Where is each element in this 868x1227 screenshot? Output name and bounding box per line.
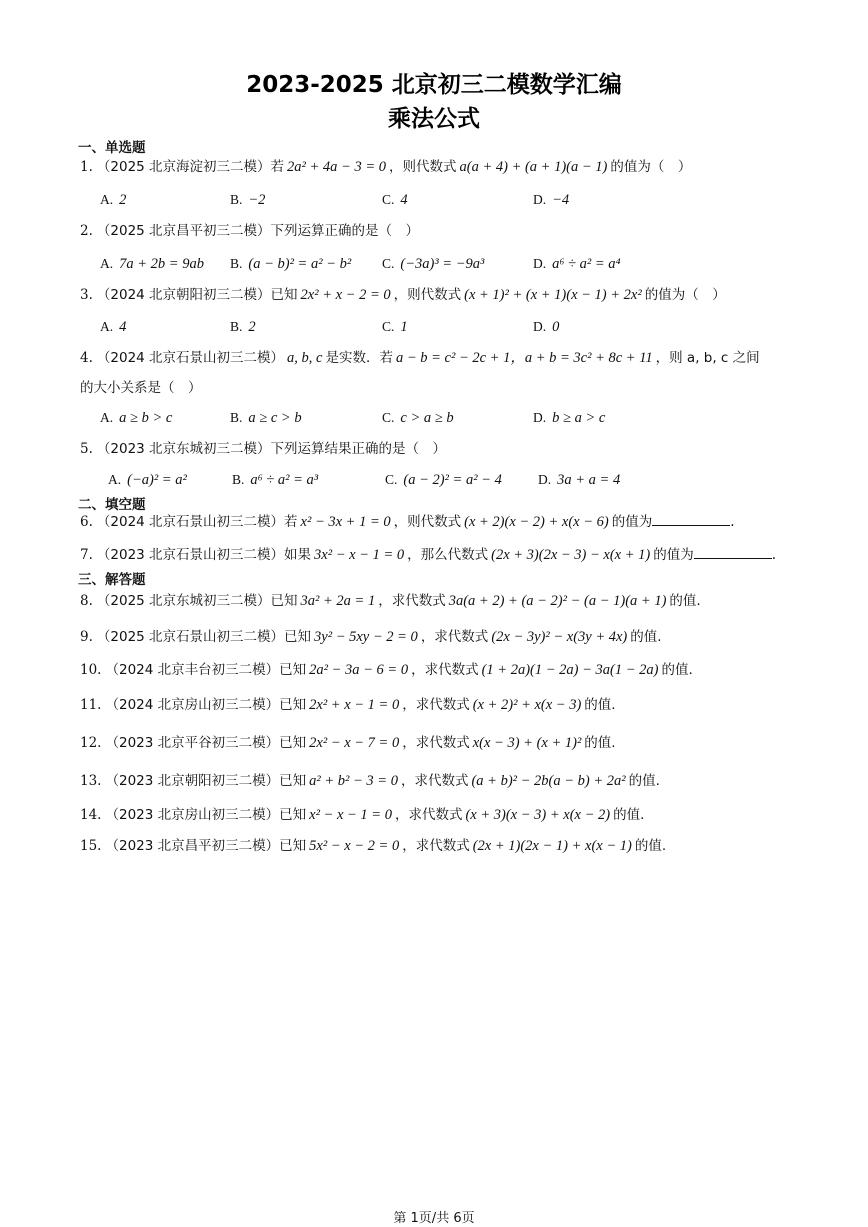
option-a: A. a ≥ b > c bbox=[100, 410, 173, 426]
question-source: （2023 北京房山初三二模）已知 bbox=[105, 807, 307, 823]
question-math: 2x² − x − 7 = 0 bbox=[309, 735, 400, 751]
question-tail: 的值为（ ） bbox=[610, 159, 692, 175]
question-1 bbox=[80, 158, 800, 176]
question-math-expression: x(x − 3) + (x + 1)² bbox=[472, 735, 582, 751]
question-source: （2023 北京石景山初三二模）如果 bbox=[96, 547, 312, 563]
question-number: 1. bbox=[80, 159, 93, 175]
option-a: A. 7a + 2b = 9ab bbox=[100, 256, 204, 272]
answer-blank[interactable] bbox=[694, 546, 772, 559]
question-math-expression: 3a(a + 2) + (a − 2)² − (a − 1)(a + 1) bbox=[448, 593, 667, 609]
option-c: C. c > a ≥ b bbox=[382, 410, 454, 426]
question-number: 14. bbox=[80, 807, 102, 823]
question-9 bbox=[80, 628, 800, 646]
question-source: （2023 北京平谷初三二模）已知 bbox=[105, 735, 307, 751]
question-tail: 的值. bbox=[628, 773, 660, 789]
option-c: C. (−3a)³ = −9a³ bbox=[382, 256, 485, 272]
question-text: ，那么代数式 bbox=[407, 547, 489, 563]
question-5 bbox=[80, 440, 800, 458]
options-row bbox=[100, 410, 800, 428]
question-13 bbox=[80, 772, 800, 790]
question-math: 5x² − x − 2 = 0 bbox=[309, 838, 400, 854]
section-heading-fill-in: 二、填空题 bbox=[78, 497, 146, 513]
section-heading-single-choice: 一、单选题 bbox=[78, 140, 146, 156]
question-math-expression: (x + 2)² + x(x − 3) bbox=[472, 697, 582, 713]
question-math-expression: a(a + 4) + (a + 1)(a − 1) bbox=[459, 159, 608, 175]
question-number: 9. bbox=[80, 629, 93, 645]
option-c: C. 1 bbox=[382, 319, 408, 335]
question-number: 2. bbox=[80, 223, 93, 239]
question-text: ，求代数式 bbox=[378, 593, 446, 609]
question-number: 6. bbox=[80, 514, 93, 530]
option-c: C. (a − 2)² = a² − 4 bbox=[385, 472, 502, 488]
option-d: D. a⁶ ÷ a² = a⁴ bbox=[533, 256, 621, 272]
option-a: A. 2 bbox=[100, 192, 127, 208]
option-d: D. 0 bbox=[533, 319, 560, 335]
option-a: A. 4 bbox=[100, 319, 127, 335]
question-tail: 的值. bbox=[669, 593, 701, 609]
question-source: （2025 北京石景山初三二模）已知 bbox=[96, 629, 312, 645]
question-math: a, b, c bbox=[287, 350, 323, 366]
question-source: （2024 北京石景山初三二模）若 bbox=[96, 514, 298, 530]
question-math: 3y² − 5xy − 2 = 0 bbox=[314, 629, 418, 645]
section-heading-solve: 三、解答题 bbox=[78, 572, 146, 588]
question-text: ，求代数式 bbox=[420, 629, 489, 645]
question-source: （2024 北京丰台初三二模）已知 bbox=[105, 662, 307, 678]
question-source: （2024 北京石景山初三二模） bbox=[96, 350, 285, 366]
question-15 bbox=[80, 837, 800, 855]
question-source: （2024 北京朝阳初三二模）已知 bbox=[96, 287, 298, 303]
question-text: ，求代数式 bbox=[411, 662, 479, 678]
question-number: 3. bbox=[80, 287, 93, 303]
question-math-expression: (x + 3)(x − 3) + x(x − 2) bbox=[465, 807, 611, 823]
question-8 bbox=[80, 592, 800, 610]
question-source: （2023 北京昌平初三二模）已知 bbox=[105, 838, 307, 854]
question-7: 7. （2023 北京石景山初三二模）如果 3x² − x − 1 = 0 ，那么代数式 (2x + 3)(2x − 3) − x(x + 1) 的值为 . bbox=[80, 547, 777, 563]
question-12 bbox=[80, 734, 800, 752]
document-subtitle: 乘法公式 bbox=[388, 106, 480, 132]
options-row bbox=[100, 256, 800, 274]
option-d: D. −4 bbox=[533, 192, 570, 208]
question-math-expression: (a + b)² − 2b(a − b) + 2a² bbox=[471, 773, 626, 789]
option-b: B. −2 bbox=[230, 192, 266, 208]
question-math-expression: (1 + 2a)(1 − 2a) − 3a(1 − 2a) bbox=[481, 662, 659, 678]
question-math: x² − x − 1 = 0 bbox=[309, 807, 392, 823]
question-number: 15. bbox=[80, 838, 102, 854]
question-14 bbox=[80, 806, 800, 824]
question-10 bbox=[80, 661, 800, 679]
document-title: 2023-2025 北京初三二模数学汇编 bbox=[246, 72, 622, 98]
question-source: （2024 北京房山初三二模）已知 bbox=[105, 697, 307, 713]
question-text: ，求代数式 bbox=[402, 838, 470, 854]
question-math: 3a² + 2a = 1 bbox=[300, 593, 376, 609]
question-text: 是实数．若 bbox=[325, 350, 393, 366]
question-4-line-2 bbox=[80, 379, 800, 397]
question-tail: 的值为 bbox=[611, 514, 653, 530]
question-6: 6. （2024 北京石景山初三二模）若 x² − 3x + 1 = 0 ，则代数式 (x + 2)(x − 2) + x(x − 6) 的值为 . bbox=[80, 514, 735, 530]
page-footer: 第 1页/共 6页 bbox=[393, 1211, 475, 1226]
question-tail: 的值. bbox=[584, 697, 616, 713]
question-text: ，求代数式 bbox=[402, 735, 470, 751]
option-b: B. 2 bbox=[230, 319, 256, 335]
question-3 bbox=[80, 286, 800, 304]
question-tail: 的值. bbox=[584, 735, 616, 751]
question-math: x² − 3x + 1 = 0 bbox=[300, 514, 391, 530]
question-text: ，求代数式 bbox=[400, 773, 469, 789]
answer-blank[interactable] bbox=[652, 513, 730, 526]
option-b: B. (a − b)² = a² − b² bbox=[230, 256, 352, 272]
question-math: 2x² + x − 1 = 0 bbox=[309, 697, 400, 713]
question-4 bbox=[80, 349, 800, 367]
question-number: 11. bbox=[80, 697, 102, 713]
question-tail: 的值. bbox=[630, 629, 662, 645]
question-number: 4. bbox=[80, 350, 93, 366]
question-math-expression: (2x − 3y)² − x(3y + 4x) bbox=[491, 629, 628, 645]
options-row bbox=[100, 192, 800, 210]
question-tail: 的值. bbox=[613, 807, 645, 823]
question-math-expression: (x + 2)(x − 2) + x(x − 6) bbox=[464, 514, 609, 530]
question-math: 2a² + 4a − 3 = 0 bbox=[287, 159, 386, 175]
question-number: 5. bbox=[80, 441, 93, 457]
question-text: 的大小关系是（ ） bbox=[80, 380, 202, 396]
option-a: A. (−a)² = a² bbox=[108, 472, 187, 488]
question-math-expression: (x + 1)² + (x + 1)(x − 1) + 2x² bbox=[464, 287, 642, 303]
question-number: 10. bbox=[80, 662, 102, 678]
question-math: 2a² − 3a − 6 = 0 bbox=[309, 662, 409, 678]
question-math-expression: (2x + 1)(2x − 1) + x(x − 1) bbox=[472, 838, 632, 854]
question-11 bbox=[80, 696, 800, 714]
question-text: ，求代数式 bbox=[394, 807, 463, 823]
question-math: 2x² + x − 2 = 0 bbox=[300, 287, 391, 303]
question-tail: 的值为（ ） bbox=[644, 287, 726, 303]
question-number: 7. bbox=[80, 547, 93, 563]
question-number: 8. bbox=[80, 593, 93, 609]
question-text: ，则代数式 bbox=[389, 159, 457, 175]
options-row bbox=[100, 319, 800, 337]
question-text: ，则代数式 bbox=[393, 287, 462, 303]
question-number: 13. bbox=[80, 773, 102, 789]
question-math-expression: (2x + 3)(2x − 3) − x(x + 1) bbox=[491, 547, 651, 563]
question-math-expression: a − b = c² − 2c + 1，a + b = 3c² + 8c + 11 bbox=[395, 350, 653, 366]
question-text: ，则代数式 bbox=[393, 514, 462, 530]
options-row bbox=[100, 472, 800, 490]
question-math: a² + b² − 3 = 0 bbox=[309, 773, 398, 789]
option-b: B. a⁶ ÷ a² = a³ bbox=[232, 472, 319, 488]
option-c: C. 4 bbox=[382, 192, 408, 208]
option-d: D. b ≥ a > c bbox=[533, 410, 606, 426]
question-tail: 的值为 bbox=[653, 547, 694, 563]
question-source: （2025 北京海淀初三二模）若 bbox=[96, 159, 285, 175]
question-number: 12. bbox=[80, 735, 102, 751]
question-source: （2025 北京昌平初三二模）下列运算正确的是（ ） bbox=[96, 223, 420, 239]
question-source: （2023 北京朝阳初三二模）已知 bbox=[105, 773, 307, 789]
option-b: B. a ≥ c > b bbox=[230, 410, 302, 426]
question-tail: 的值. bbox=[634, 838, 667, 854]
question-source: （2025 北京东城初三二模）已知 bbox=[96, 593, 298, 609]
question-text: ，求代数式 bbox=[402, 697, 470, 713]
question-tail: ，则 a, b, c 之间 bbox=[655, 350, 760, 366]
question-tail: 的值. bbox=[661, 662, 693, 678]
question-2 bbox=[80, 222, 800, 240]
question-source: （2023 北京东城初三二模）下列运算结果正确的是（ ） bbox=[96, 441, 447, 457]
option-d: D. 3a + a = 4 bbox=[538, 472, 621, 488]
question-math: 3x² − x − 1 = 0 bbox=[314, 547, 405, 563]
